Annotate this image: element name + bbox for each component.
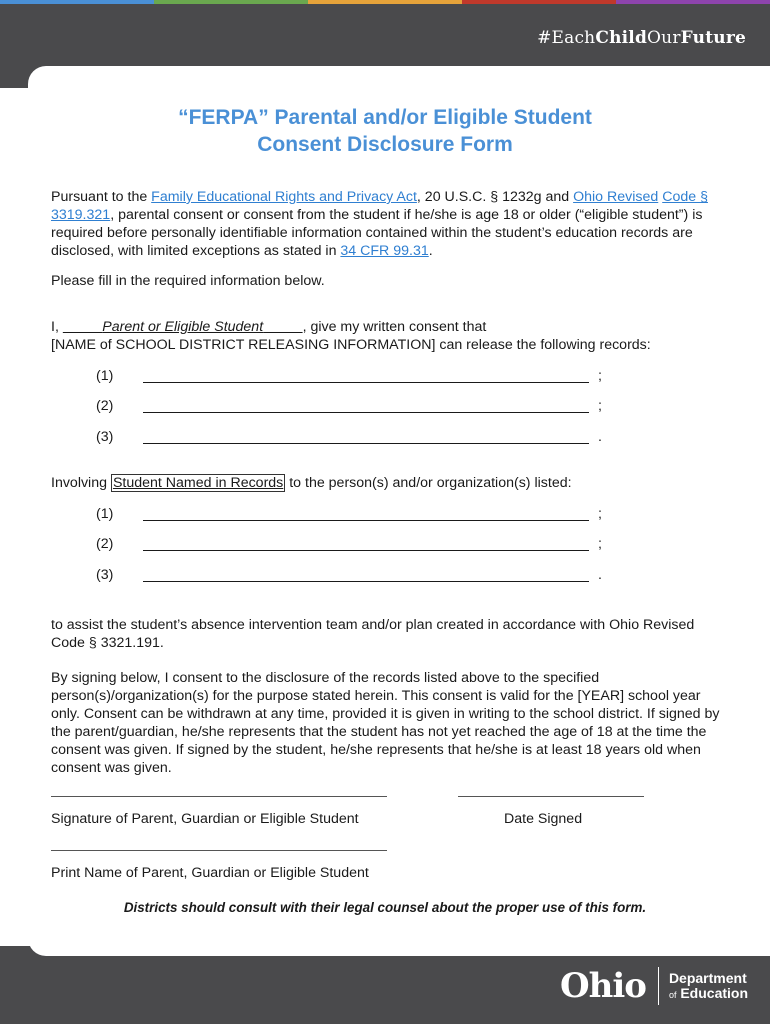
signature-field[interactable]	[51, 796, 387, 797]
recipient-number: (2)	[96, 536, 114, 552]
recipient-punct: ;	[598, 536, 602, 552]
recipient-number: (1)	[96, 506, 114, 522]
instruction-text: Please fill in the required information below.	[51, 273, 325, 289]
intro-text: , 20 U.S.C. § 1232g and	[416, 189, 574, 205]
stripe-segment	[308, 0, 462, 4]
hashtag-child: Child	[595, 28, 648, 48]
recipient-number: (3)	[96, 567, 114, 583]
blank-pad	[263, 319, 302, 335]
stripe-segment	[0, 0, 154, 4]
record-field[interactable]	[143, 412, 589, 413]
department-name	[669, 971, 748, 1002]
form-title-line2: Consent Disclosure Form	[257, 133, 513, 156]
date-signed-field[interactable]	[458, 796, 644, 797]
intro-text: , parental consent or consent from the student if he/she is age 18 or older (“eligible student”) is required before personally identifiable information contained within the student’s education records are disclosed, with limited exceptions as stated in	[51, 207, 703, 259]
involving-suffix: to the person(s) and/or organization(s) listed:	[285, 475, 572, 491]
record-field[interactable]	[143, 382, 589, 383]
recipient-punct: ;	[598, 506, 602, 522]
involving-line	[51, 474, 731, 492]
cfr-link[interactable]: 34 CFR 99.31	[340, 243, 429, 259]
ohio-wordmark: Ohio	[560, 966, 646, 1006]
department-line1: Department	[668, 969, 747, 986]
parent-name-field[interactable]	[63, 319, 303, 335]
record-number: (3)	[96, 429, 114, 445]
intro-text: Pursuant to the	[51, 189, 152, 205]
ohio-department-of-education-logo	[560, 964, 748, 1008]
record-punct: .	[598, 429, 602, 445]
record-row	[96, 368, 616, 388]
department-education: Education	[680, 985, 749, 1001]
intro-text: .	[428, 243, 433, 259]
recipient-row	[96, 567, 616, 587]
recipient-row	[96, 506, 616, 526]
record-punct: ;	[598, 398, 602, 414]
logo-divider	[658, 967, 659, 1005]
record-row	[96, 398, 616, 418]
hashtag-future: Future	[680, 28, 746, 48]
stripe-segment	[462, 0, 616, 4]
recipient-field[interactable]	[143, 550, 589, 551]
stripe-segment	[616, 0, 770, 4]
date-signed-label: Date Signed	[504, 811, 583, 827]
record-number: (2)	[96, 398, 114, 414]
parent-name-placeholder: Parent or Eligible Student	[102, 319, 264, 335]
department-line2	[669, 986, 748, 1001]
form-title-line1: “FERPA” Parental and/or Eligible Student	[178, 106, 592, 129]
ohio-revised-code-link-cont[interactable]: Code § 3319.321	[51, 189, 708, 223]
signature-label: Signature of Parent, Guardian or Eligible Student	[51, 811, 359, 827]
recipient-punct: .	[598, 567, 602, 583]
hashtag-slogan	[537, 28, 746, 48]
consent-line	[51, 318, 731, 336]
print-name-label: Print Name of Parent, Guardian or Eligible Student	[51, 865, 369, 881]
student-name-field[interactable]: Student Named in Records	[112, 475, 284, 491]
record-row	[96, 429, 616, 449]
recipient-field[interactable]	[143, 581, 589, 582]
assist-paragraph: to assist the student’s absence intervention team and/or plan created in accordance with Ohio Revised Code § 3321.191.	[51, 617, 695, 651]
consent-suffix: , give my written consent that	[302, 319, 487, 335]
recipient-row	[96, 536, 616, 556]
district-line: [NAME of SCHOOL DISTRICT RELEASING INFORMATION] can release the following records:	[51, 337, 651, 353]
hashtag-each: Each	[551, 28, 596, 48]
involving-prefix: Involving	[51, 475, 111, 491]
stripe-segment	[154, 0, 308, 4]
hashtag-our: Our	[647, 28, 681, 48]
blank-pad	[63, 319, 102, 335]
ferpa-link[interactable]: Family Educational Rights and Privacy Act	[151, 189, 417, 205]
hashtag-hash: #	[537, 28, 552, 48]
record-number: (1)	[96, 368, 114, 384]
recipient-field[interactable]	[143, 520, 589, 521]
department-of: of	[668, 990, 677, 1000]
print-name-field[interactable]	[51, 850, 387, 851]
intro-paragraph	[51, 188, 731, 260]
color-stripe	[0, 0, 770, 4]
consent-prefix: I,	[51, 319, 63, 335]
legal-counsel-note: Districts should consult with their legal counsel about the proper use of this form.	[123, 900, 647, 915]
record-field[interactable]	[143, 443, 589, 444]
signing-paragraph: By signing below, I consent to the disclosure of the records listed above to the specified person(s)/organization(s) for the purpose stated herein. This consent is valid for the [YEAR] school year only. Consent can be withdrawn at any time, provided it is given in writing to the school district. If signed by the parent/guardian, he/she represents that the student has not yet reached the age of 18 at the time the consent was given. If signed by the student, he/she represents that he/she is at least 18 years old when consent was given.	[51, 670, 720, 776]
record-punct: ;	[598, 368, 602, 384]
ohio-revised-code-link[interactable]: Ohio Revised	[573, 189, 659, 205]
